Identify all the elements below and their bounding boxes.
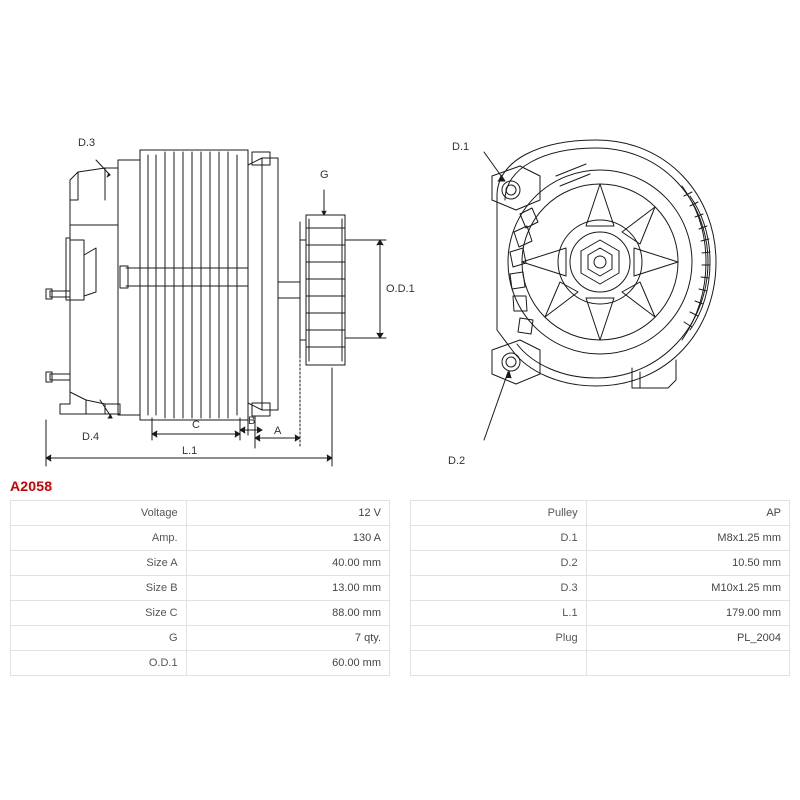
spec-label: D.3 [411, 576, 587, 601]
spec-label: Voltage [11, 501, 187, 526]
spec-label: Size C [11, 601, 187, 626]
spec-label: Size A [11, 551, 187, 576]
label-l1: L.1 [182, 445, 198, 457]
specifications [10, 500, 790, 676]
table-row [411, 626, 790, 651]
label-od1: O.D.1 [386, 283, 415, 295]
spec-label: Plug [411, 626, 587, 651]
spec-table-left [10, 500, 390, 676]
label-d2: D.2 [448, 455, 466, 467]
spec-label: Pulley [411, 501, 587, 526]
label-b: B [248, 415, 256, 427]
spec-value: AP [586, 501, 789, 526]
spec-value: 60.00 mm [186, 651, 389, 676]
table-row [411, 601, 790, 626]
spec-table-right [410, 500, 790, 676]
label-c: C [192, 419, 200, 431]
label-d1: D.1 [452, 141, 470, 153]
spec-value: PL_2004 [586, 626, 789, 651]
spec-label: L.1 [411, 601, 587, 626]
front-view-group [484, 140, 716, 440]
spec-value: 40.00 mm [186, 551, 389, 576]
spec-value: 179.00 mm [586, 601, 789, 626]
spec-value: 13.00 mm [186, 576, 389, 601]
spec-value [586, 651, 789, 676]
spec-label: O.D.1 [11, 651, 187, 676]
table-row [411, 551, 790, 576]
spec-value: 12 V [186, 501, 389, 526]
spec-label [411, 651, 587, 676]
label-d3: D.3 [78, 137, 96, 149]
label-d4: D.4 [82, 431, 100, 443]
table-row [11, 551, 390, 576]
table-row [411, 651, 790, 676]
spec-value: 88.00 mm [186, 601, 389, 626]
side-view-group [46, 150, 386, 466]
part-number: A2058 [10, 478, 53, 494]
table-row [11, 601, 390, 626]
spec-value: M10x1.25 mm [586, 576, 789, 601]
table-row [11, 576, 390, 601]
label-a: A [274, 425, 282, 437]
table-row [11, 526, 390, 551]
spec-value: 7 qty. [186, 626, 389, 651]
spec-label: G [11, 626, 187, 651]
label-g: G [320, 169, 329, 181]
spec-label: D.1 [411, 526, 587, 551]
spec-value: 10.50 mm [586, 551, 789, 576]
table-row [11, 626, 390, 651]
spec-value: M8x1.25 mm [586, 526, 789, 551]
table-row [11, 651, 390, 676]
table-row [411, 576, 790, 601]
spec-value: 130 A [186, 526, 389, 551]
table-row [411, 501, 790, 526]
spec-label: D.2 [411, 551, 587, 576]
table-row [11, 501, 390, 526]
table-row [411, 526, 790, 551]
spec-label: Amp. [11, 526, 187, 551]
spec-label: Size B [11, 576, 187, 601]
